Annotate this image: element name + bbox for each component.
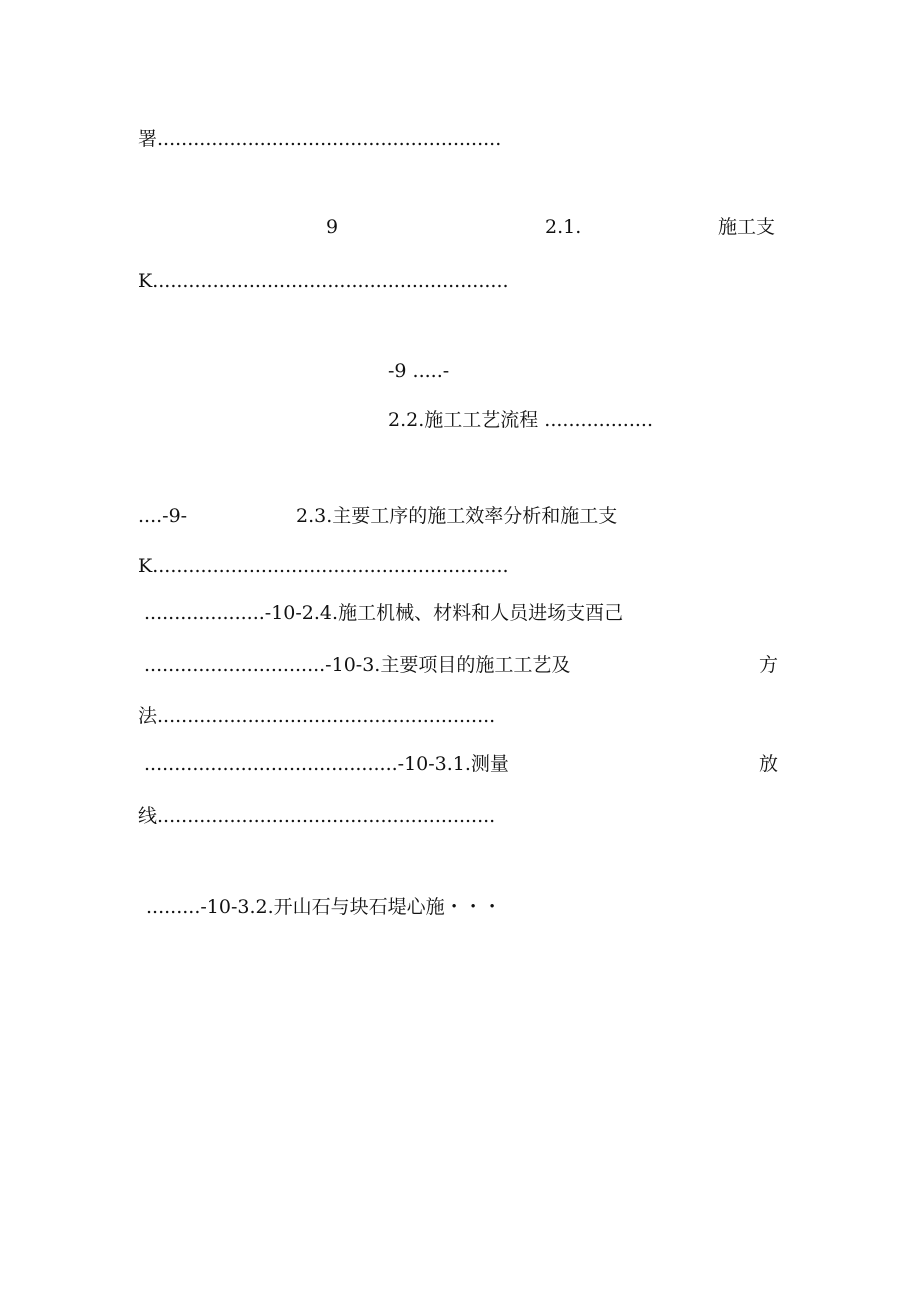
toc-entry-3-tail: 方 <box>759 654 779 676</box>
toc-entry-2-3: 2.3.主要工序的施工效率分析和施工支 <box>296 505 618 527</box>
toc-line-k-1: K........................................................... <box>138 270 509 292</box>
toc-line-fa: 法........................................................ <box>138 705 496 727</box>
toc-entry-3-1: ..........................................-10-3.1.测量 <box>144 753 509 775</box>
toc-line-k-2: K........................................................... <box>138 555 509 577</box>
toc-section-number: 2.1. <box>545 216 582 238</box>
toc-entry-2-4: ....................-10-2.4.施工机械、材料和人员进场支酉己 <box>144 602 624 624</box>
toc-line-1: 署......................................................... <box>138 128 502 150</box>
toc-page-ref-1: -9 .....- <box>388 360 450 382</box>
toc-line-xian: 线........................................................ <box>138 805 496 827</box>
toc-heading-fragment: 施工支 <box>718 216 776 238</box>
toc-entry-2-2: 2.2.施工工艺流程 .................. <box>388 409 654 431</box>
toc-page-ref-2: ....-9- <box>138 505 188 527</box>
toc-entry-3-2: .........-10-3.2.开山石与块石堤心施・・・ <box>146 896 502 918</box>
toc-entry-3: ..............................-10-3.主要项目的施工工艺及 <box>144 654 571 676</box>
toc-entry-3-1-tail: 放 <box>759 753 779 775</box>
toc-page-number: 9 <box>326 216 339 238</box>
